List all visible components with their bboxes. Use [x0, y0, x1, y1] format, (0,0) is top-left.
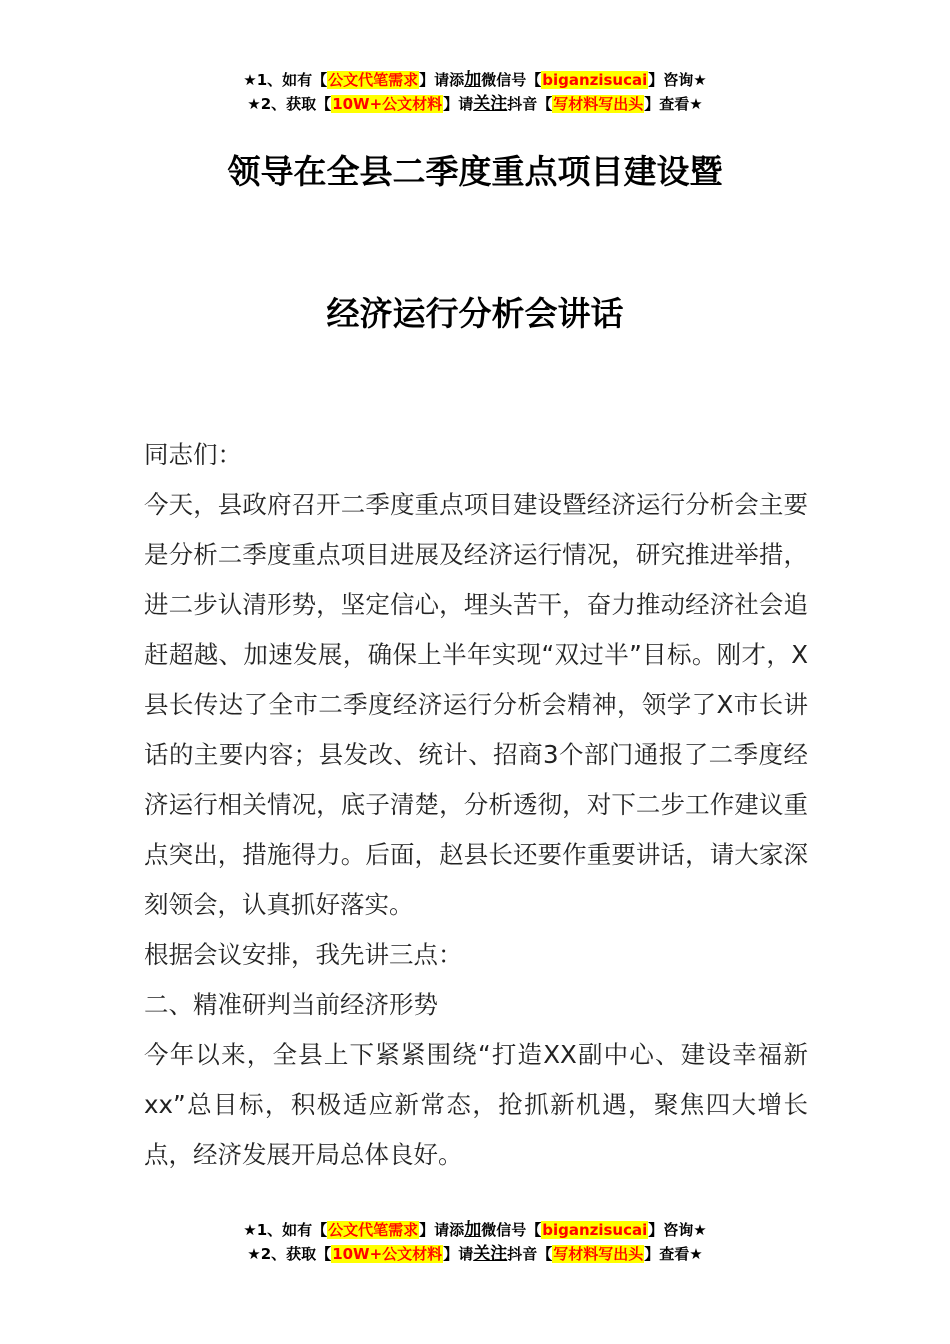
- banner-text: 】请添: [419, 1221, 465, 1239]
- document-title-line-2: 经济运行分析会讲话: [326, 294, 624, 333]
- body-paragraph: 今天，县政府召开二季度重点项目建设暨经济运行分析会主要是分析二季度重点项目进展及经济运行情况，研究推进举措，进二步认清形势，坚定信心，埋头苦干，奋力推动经济社会追赶超越、加速发展，确保上半年实现“双过半”目标。刚才，X县长传达了全市二季度经济运行分析会精神，领学了X市长讲话的主要内容；县发改、统计、招商3个部门通报了二季度经济运行相关情况，底子清楚，分析透彻，对下二步工作建议重点突出，措施得力。后面，赵县长还要作重要讲话，请大家深刻领会，认真抓好落实。: [144, 490, 808, 919]
- banner-text: 】请: [443, 1245, 474, 1263]
- banner-text: 微信号【: [481, 71, 542, 89]
- banner-line-2: [0, 92, 950, 116]
- banner-text: ★2、获取【: [247, 1245, 332, 1263]
- banner-line-1: [0, 68, 950, 92]
- banner-text: ★1、如有【: [243, 71, 328, 89]
- banner-text: 】请: [443, 95, 474, 113]
- banner-text: 】查看★: [644, 1245, 703, 1263]
- document-title-line-1: 领导在全县二季度重点项目建设暨: [227, 152, 723, 191]
- banner-emphasis: 关注: [473, 1244, 508, 1264]
- footer-banner: [0, 1218, 950, 1266]
- banner-highlight: 10W+公文材料: [332, 95, 443, 113]
- body-paragraph: 根据会议安排，我先讲三点：: [144, 940, 463, 969]
- banner-text: 】咨询★: [648, 1221, 707, 1239]
- banner-text: 】请添: [419, 71, 465, 89]
- banner-text: 】咨询★: [648, 71, 707, 89]
- document-body: [144, 430, 808, 1180]
- banner-highlight: 写材料写出头: [553, 95, 644, 113]
- banner-highlight: 写材料写出头: [553, 1245, 644, 1263]
- banner-text: 抖音【: [507, 95, 553, 113]
- banner-highlight: biganzisucai: [542, 71, 648, 89]
- body-paragraph: 今年以来，全县上下紧紧围绕“打造XX副中心、建设幸福新xx”总目标，积极适应新常态，抢抓新机遇，聚焦四大增长点，经济发展开局总体良好。: [144, 1040, 808, 1169]
- section-heading: 二、精准研判当前经济形势: [144, 990, 438, 1019]
- banner-text: 微信号【: [481, 1221, 542, 1239]
- banner-line-1: [0, 1218, 950, 1242]
- header-banner: [0, 68, 950, 116]
- banner-emphasis: 加: [464, 70, 482, 90]
- banner-line-2: [0, 1242, 950, 1266]
- banner-text: 】查看★: [644, 95, 703, 113]
- banner-highlight: biganzisucai: [542, 1221, 648, 1239]
- banner-highlight: 公文代笔需求: [328, 71, 419, 89]
- banner-emphasis: 关注: [473, 94, 508, 114]
- salutation: 同志们：: [144, 440, 242, 469]
- banner-emphasis: 加: [464, 1220, 482, 1240]
- banner-text: ★2、获取【: [247, 95, 332, 113]
- banner-text: ★1、如有【: [243, 1221, 328, 1239]
- banner-text: 抖音【: [507, 1245, 553, 1263]
- banner-highlight: 公文代笔需求: [328, 1221, 419, 1239]
- banner-highlight: 10W+公文材料: [332, 1245, 443, 1263]
